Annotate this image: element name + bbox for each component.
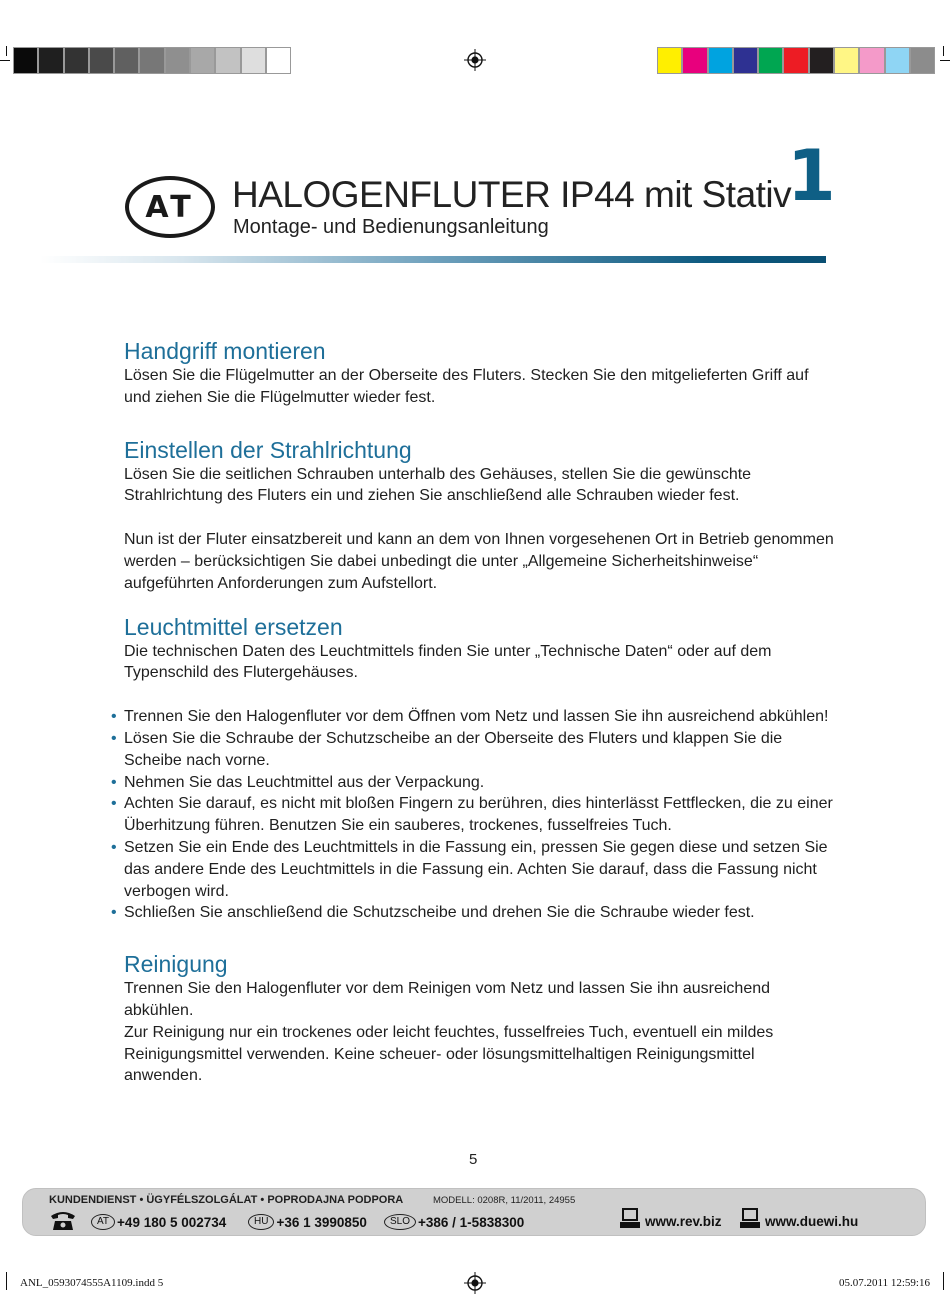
crop-mark — [0, 60, 10, 61]
page-subtitle: Montage- und Bedienungsanleitung — [233, 216, 549, 238]
section-text: Nun ist der Fluter einsatzbereit und kann an dem von Ihnen vorgesehenen Ort in Betrieb genommen werden – berücksichtigen Sie dabei unbedingt die unter „Allgemeine Sicherheitshinweise“ aufgeführten Anforderungen zum Aufstellort. — [124, 531, 834, 592]
bullet-icon: • — [111, 708, 117, 726]
list-item: • Achten Sie darauf, es nicht mit bloßen Fingern zu berühren, dies hinterlässt Fettflecken, die zu einer Überhitzung führen. Benutzen Sie ein sauberes, trockenes, fusselfreies Tuch. — [111, 795, 833, 835]
cmyk-color-bar — [657, 47, 935, 74]
crop-mark — [940, 60, 950, 61]
country-pill: HU — [248, 1214, 274, 1230]
gray-swatch — [165, 47, 190, 74]
timestamp-slug: 05.07.2011 12:59:16 — [839, 1277, 930, 1289]
section-text: Lösen Sie die seitlichen Schrauben unterhalb des Gehäuses, stellen Sie die gewünschte Strahlrichtung des Fluters ein und ziehen Sie anschließend alle Schrauben wieder fest. — [124, 465, 752, 505]
color-swatch — [834, 47, 859, 74]
section-heading-handle: Handgriff montieren — [124, 338, 326, 364]
grayscale-color-bar — [13, 47, 291, 74]
list-item: • Schließen Sie anschließend die Schutzscheibe und drehen Sie die Schraube wieder fest. — [124, 902, 834, 924]
section-text: Zur Reinigung nur ein trockenes oder leicht feuchtes, fusselfreies Tuch, eventuell ein mildes Reinigungsmittel verwenden. Keine scheuer- oder lösungsmittelhaltigen Reinigungsmittel anwenden. — [124, 1023, 774, 1085]
list-item: • Setzen Sie ein Ende des Leuchtmittels in die Fassung ein, pressen Sie gegen diese und setzen Sie das andere Ende des Leuchtmittels in die Fassung ein. Achten Sie darauf, dass die Fassung nicht verbogen wird. — [111, 838, 828, 900]
color-swatch — [885, 47, 910, 74]
page-number: 5 — [469, 1151, 478, 1168]
section-heading-direction: Einstellen der Strahlrichtung — [124, 436, 412, 463]
country-pill: SLO — [384, 1214, 416, 1230]
section-text: Trennen Sie den Halogenfluter vor dem Reinigen vom Netz und lassen Sie ihn ausreichend abkühlen. — [124, 980, 771, 1019]
gray-swatch — [266, 47, 291, 74]
crop-mark — [6, 1272, 7, 1290]
bullet-icon: • — [111, 795, 117, 813]
customer-service-bar — [22, 1188, 926, 1236]
list-item: • Lösen Sie die Schraube der Schutzscheibe an der Oberseite des Fluters und klappen Sie die Scheibe nach vorne. — [111, 729, 783, 769]
footer-heading: KUNDENDIENST • ÜGYFÉLSZOLGÁLAT • POPRODAJNA PODPORA — [49, 1194, 404, 1206]
model-info: MODELL: 0208R, 11/2011, 24955 — [433, 1195, 576, 1206]
computer-icon — [739, 1207, 761, 1229]
section-heading-lamp: Leuchtmittel ersetzen — [124, 613, 343, 640]
color-swatch — [708, 47, 733, 74]
registration-mark-icon — [464, 1272, 486, 1294]
gray-swatch — [89, 47, 114, 74]
color-swatch — [910, 47, 935, 74]
color-swatch — [733, 47, 758, 74]
phone-number: +36 1 3990850 — [276, 1214, 367, 1230]
color-swatch — [682, 47, 707, 74]
header-divider — [40, 256, 826, 263]
bullet-icon: • — [111, 838, 117, 856]
page-title: HALOGENFLUTER IP44 mit Stativ — [232, 174, 792, 215]
gray-swatch — [38, 47, 63, 74]
gray-swatch — [64, 47, 89, 74]
country-badge: AT — [125, 176, 215, 238]
instruction-list — [111, 706, 834, 924]
telephone-icon — [49, 1209, 77, 1231]
color-swatch — [783, 47, 808, 74]
list-item: • Nehmen Sie das Leuchtmittel aus der Verpackung. — [124, 772, 834, 794]
website-link[interactable]: www.rev.biz — [645, 1214, 722, 1229]
gray-swatch — [13, 47, 38, 74]
bullet-icon: • — [111, 773, 117, 791]
gray-swatch — [190, 47, 215, 74]
file-slug: ANL_0593074555A1109.indd 5 — [20, 1277, 164, 1289]
gray-swatch — [215, 47, 240, 74]
website-link[interactable]: www.duewi.hu — [765, 1214, 859, 1229]
list-item: • Trennen Sie den Halogenfluter vor dem Öffnen vom Netz und lassen Sie ihn ausreichend abkühlen! — [124, 706, 834, 728]
contact-at — [91, 1214, 226, 1230]
section-text: Lösen Sie die Flügelmutter an der Oberseite des Fluters. Stecken Sie den mitgelieferten Griff auf und ziehen Sie die Flügelmutter wieder fest. — [124, 367, 809, 406]
color-swatch — [657, 47, 682, 74]
gray-swatch — [114, 47, 139, 74]
contact-slo — [384, 1214, 524, 1230]
crop-mark — [943, 1272, 944, 1290]
phone-number: +386 / 1-5838300 — [418, 1214, 525, 1230]
color-swatch — [809, 47, 834, 74]
section-heading-cleaning: Reinigung — [124, 951, 228, 978]
phone-number: +49 180 5 002734 — [117, 1214, 227, 1230]
contact-hu — [248, 1214, 367, 1230]
bullet-icon: • — [111, 729, 117, 747]
bullet-icon: • — [111, 904, 117, 922]
chapter-number: 1 — [787, 135, 836, 217]
gray-swatch — [139, 47, 164, 74]
section-text: Die technischen Daten des Leuchtmittels finden Sie unter „Technische Daten“ oder auf dem Typenschild des Flutergehäuses. — [124, 642, 772, 682]
gray-swatch — [241, 47, 266, 74]
color-swatch — [758, 47, 783, 74]
color-swatch — [859, 47, 884, 74]
computer-icon — [619, 1207, 641, 1229]
crop-mark — [943, 46, 944, 56]
country-pill: AT — [91, 1214, 115, 1230]
document-body — [111, 337, 834, 1087]
registration-mark-icon — [464, 49, 486, 71]
crop-mark — [6, 46, 7, 56]
